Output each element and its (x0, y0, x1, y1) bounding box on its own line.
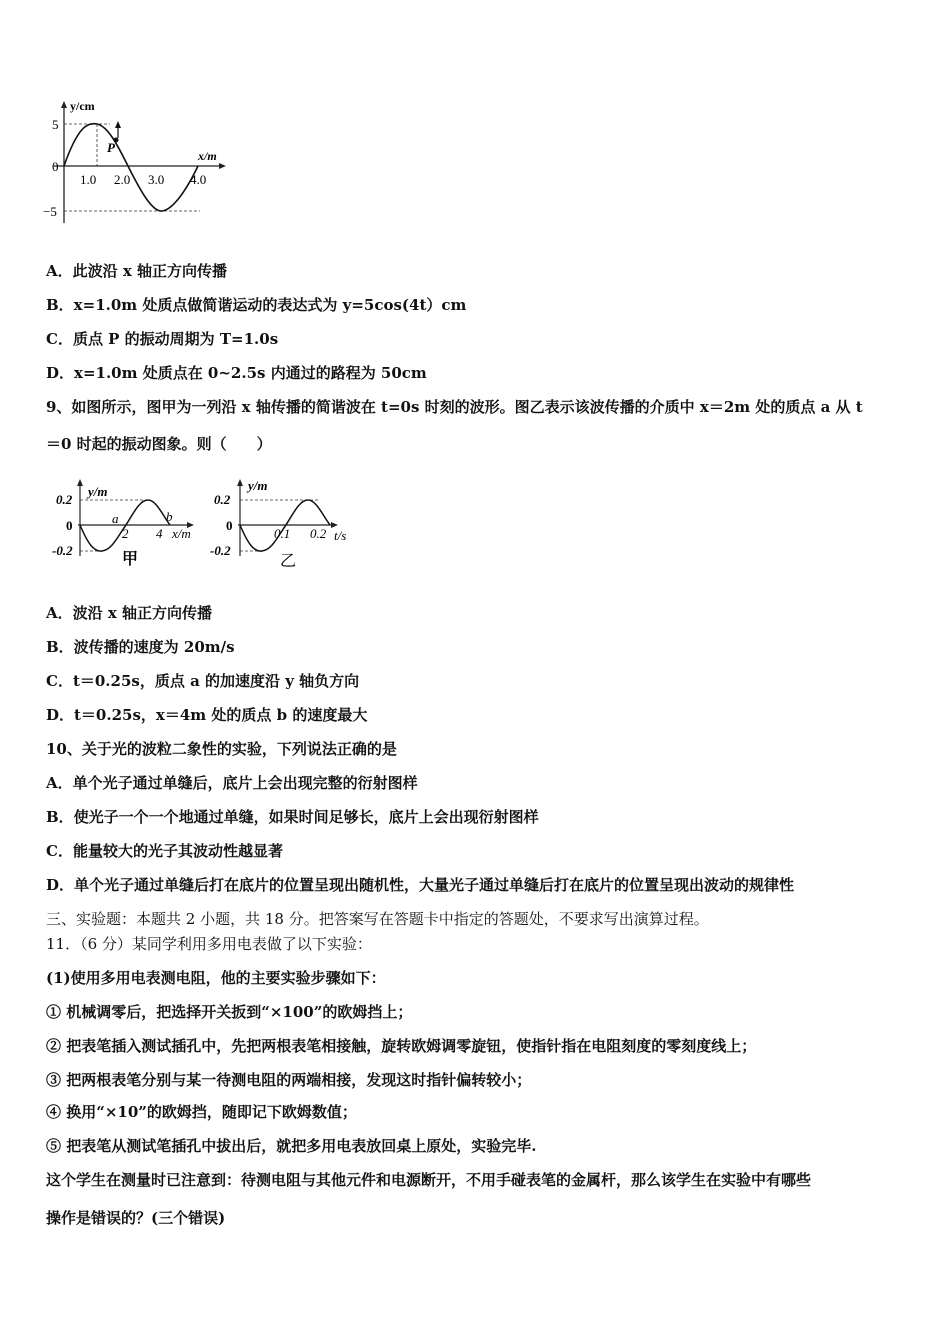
q11-step-3: ③ 把两根表笔分别与某一待测电阻的两端相接，发现这时指针偏转较小； (46, 1071, 532, 1089)
jia-label-a: a (112, 511, 119, 526)
y-axis-arrow (61, 101, 67, 108)
label-x-axis: x/m (198, 149, 217, 163)
q11-step-4: ④ 换用“×10”的欧姆挡，随即记下欧姆数值； (46, 1103, 357, 1121)
jia-label-b: b (166, 509, 173, 524)
q11-step-5: ⑤ 把表笔从测试笔插孔中拔出后，就把多用电表放回桌上原处，实验完毕. (46, 1137, 537, 1155)
jia-label-y-zero: 0 (66, 518, 73, 533)
yi-label-x: t/s (334, 528, 347, 543)
q10-option-d: D．单个光子通过单缝后打在底片的位置呈现出随机性，大量光子通过单缝后打在底片的位置呈现出波动的规律性 (46, 876, 795, 894)
q10-stem: 10、关于光的波粒二象性的实验，下列说法正确的是 (46, 740, 397, 758)
jia-caption: 甲 (122, 551, 139, 568)
label-y-bottom: −5 (43, 204, 57, 219)
q9-option-c: C．t＝0.25s，质点 a 的加速度沿 y 轴负方向 (46, 672, 360, 690)
yi-y-arrow (237, 479, 243, 486)
yi-label-y: y/m (248, 478, 268, 493)
jia-tick-4: 4 (156, 526, 163, 541)
yi-caption: 乙 (280, 553, 297, 570)
q10-option-b: B．使光子一个一个地通过单缝，如果时间足够长，底片上会出现衍射图样 (46, 808, 539, 826)
p-arrowhead (115, 121, 121, 128)
yi-label-y-zero: 0 (226, 518, 233, 533)
section-3-heading: 三、实验题：本题共 2 小题，共 18 分。把答案写在答题卡中指定的答题处，不要求写出演算过程。 (46, 910, 709, 928)
q10-option-a: A．单个光子通过单缝后，底片上会出现完整的衍射图样 (46, 774, 418, 792)
jia-label-y: y/m (88, 484, 108, 499)
x-axis-arrow (219, 163, 226, 169)
jia-label-x: x/m (172, 526, 191, 541)
label-y-top: 5 (52, 117, 59, 132)
yi-tick-0-2: 0.2 (310, 526, 327, 541)
label-y-zero: 0 (52, 159, 59, 174)
q11-step-1: ① 机械调零后，把选择开关扳到“×100”的欧姆挡上； (46, 1003, 413, 1021)
tick-2: 2.0 (114, 172, 131, 187)
jia-tick-2: 2 (122, 526, 129, 541)
q11-note-line1: 这个学生在测量时已注意到：待测电阻与其他元件和电源断开，不用手碰表笔的金属杆，那么该学生在实验中有哪些 (46, 1171, 812, 1189)
tick-3: 3.0 (148, 172, 165, 187)
q11-part1: (1)使用多用电表测电阻，他的主要实验步骤如下： (46, 969, 386, 987)
q10-option-c: C．能量较大的光子其波动性越显著 (46, 842, 283, 860)
wave-figure-jia (50, 474, 210, 574)
q9-stem-line2: ＝0 时起的振动图象。则（ ） (46, 435, 272, 453)
yi-label-y-top: 0.2 (214, 492, 231, 507)
wave-figure-yi (208, 474, 368, 574)
jia-y-arrow (77, 479, 83, 486)
yi-tick-0-1: 0.1 (274, 526, 291, 541)
tick-1: 1.0 (80, 172, 97, 187)
jia-label-y-bottom: -0.2 (52, 543, 73, 558)
q8-option-c: C．质点 P 的振动周期为 T=1.0s (46, 330, 279, 348)
jia-label-y-top: 0.2 (56, 492, 73, 507)
q11-step-2: ② 把表笔插入测试插孔中，先把两根表笔相接触，旋转欧姆调零旋钮，使指针指在电阻刻度的零刻度线上； (46, 1037, 757, 1055)
label-y-axis: y/cm (70, 99, 95, 113)
q9-option-b: B．波传播的速度为 20m/s (46, 638, 235, 656)
yi-label-y-bottom: -0.2 (210, 543, 231, 558)
q11-stem: 11．（6 分）某同学利用多用电表做了以下实验： (46, 935, 372, 953)
label-p: P (107, 140, 115, 155)
q9-option-d: D．t＝0.25s，x＝4m 处的质点 b 的速度最大 (46, 706, 368, 724)
wave-figure-1 (40, 98, 240, 233)
tick-4: 4.0 (190, 172, 207, 187)
q8-option-d: D．x=1.0m 处质点在 0~2.5s 内通过的路程为 50cm (46, 364, 427, 382)
q9-option-a: A．波沿 x 轴正方向传播 (46, 604, 213, 622)
q11-note-line2: 操作是错误的？(三个错误) (46, 1209, 226, 1227)
q8-option-b: B．x=1.0m 处质点做简谐运动的表达式为 y=5cos(4t）cm (46, 296, 467, 314)
wave-curve (64, 124, 198, 211)
q8-option-a: A．此波沿 x 轴正方向传播 (46, 262, 228, 280)
q9-stem-line1: 9、如图所示，图甲为一列沿 x 轴传播的简谐波在 t=0s 时刻的波形。图乙表示该波传播的介质中 x＝2m 处的质点 a 从 t (46, 398, 863, 416)
